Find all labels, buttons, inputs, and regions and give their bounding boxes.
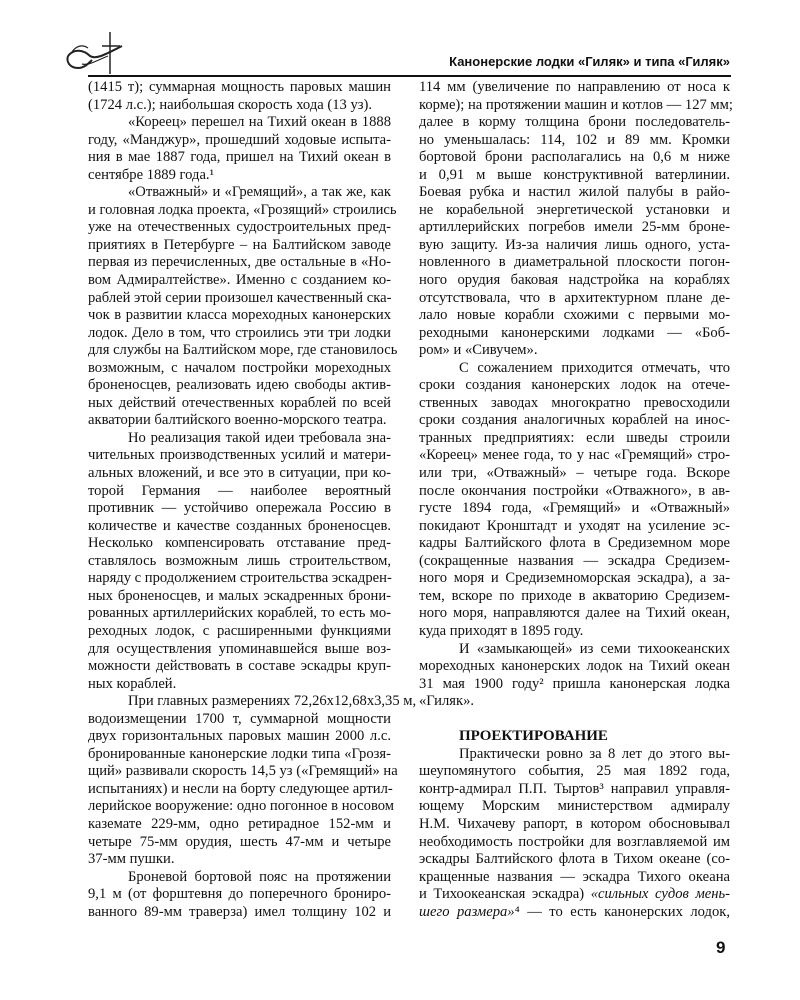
text-line bbox=[419, 886, 730, 904]
text-line: корме); на протяжении машин и котлов — 127 мм; bbox=[419, 96, 733, 113]
text-line: шеупомянутого события, 25 мая 1892 года, bbox=[419, 763, 730, 780]
text-line: водоизмещении 1700 т, суммарной мощности bbox=[88, 710, 391, 727]
text-line bbox=[419, 904, 730, 922]
text-line: или три, «Отважный» – четыре года. Вскоре bbox=[419, 465, 730, 482]
text-line: 31 мая 1900 году² пришла канонерская лодка bbox=[419, 675, 730, 692]
text-line: ставлялось возможным лишь строительством, bbox=[88, 552, 391, 569]
text-line: (1724 л.с.); наибольшая скорость хода (13 уз). bbox=[88, 96, 373, 113]
text-line: густе 1894 года, «Гремящий» и «Отважный» bbox=[419, 500, 730, 517]
text-line: приятиях в Петербурге – на Балтийском заводе bbox=[88, 236, 391, 253]
text-line: и 0,91 м выше конструктивной ватерлинии. bbox=[419, 166, 730, 183]
text-line: лало новые корабли схожими с первыми мо- bbox=[419, 307, 730, 324]
anchor-logo-icon bbox=[62, 30, 132, 76]
text-line: испытаниях) и несли на борту следующее артил- bbox=[88, 780, 393, 797]
text-line: ных кораблей. bbox=[88, 675, 177, 692]
page-number: 9 bbox=[716, 938, 726, 957]
running-title: Канонерские лодки «Гиляк» и типа «Гиляк» bbox=[449, 54, 730, 69]
text-line: сентябре 1889 года.¹ bbox=[88, 166, 214, 183]
text-line: При главных размерениях 72,26х12,68х3,35 м, bbox=[128, 693, 417, 710]
text-line: (сокращенные названия — эскадра Средизем- bbox=[419, 552, 730, 569]
text-line: ного орудия баковая надстройка на кораблях bbox=[419, 272, 730, 289]
text-line: 114 мм (увеличение по направлению от носа к bbox=[419, 79, 730, 95]
text-line: чительных производственных усилий и матери- bbox=[88, 447, 391, 464]
text-line: 37-мм пушки. bbox=[88, 851, 175, 868]
text-segment: и Тихоокеанская эскадра) bbox=[419, 886, 591, 903]
text-line: после окончания постройки «Отважного», в ав- bbox=[419, 482, 730, 499]
header-rule bbox=[88, 75, 731, 77]
text-line: покидают Кронштадт и уходят на усиление эс- bbox=[419, 517, 730, 534]
text-line: ного моря и Средиземноморская эскадра), а за- bbox=[419, 570, 730, 587]
text-line: вом Адмиралтействе». Именно с созданием ко- bbox=[88, 272, 391, 289]
text-line: возможным, с началом постройки мореходных bbox=[88, 359, 391, 376]
text-line: двух горизонтальных паровых машин 2000 л.с. bbox=[88, 728, 391, 745]
text-line: далее в корму толщина брони последователь- bbox=[419, 114, 730, 131]
text-line: транных предприятиях: если шведы строили bbox=[419, 429, 730, 446]
text-line: наряду с продолжением строительства эскадрен- bbox=[88, 570, 392, 587]
text-line: артиллерийских погребов имели 25-мм броне- bbox=[419, 219, 730, 236]
blank-line bbox=[419, 711, 730, 729]
text-line: необходимость постройки для возглавляемой им bbox=[419, 833, 730, 850]
text-line: количестве и качестве созданных броненосцев. bbox=[88, 517, 391, 534]
text-line: раблей этой серии произошел качественный ска- bbox=[88, 289, 392, 306]
text-line: «Гиляк». bbox=[419, 693, 475, 710]
text-line: новленного в диаметральной плоскости погон- bbox=[419, 254, 730, 271]
text-line: реходных лодок, с расширенными функциями bbox=[88, 622, 391, 639]
text-line: можности действовать в составе эскадры круп- bbox=[88, 658, 391, 675]
text-line: броненосцев, реализовать идею свободы актив- bbox=[88, 377, 391, 394]
text-line: Броневой бортовой пояс на протяжении bbox=[128, 868, 391, 885]
text-line: уже на отечественных судостроительных пред- bbox=[88, 219, 391, 236]
text-line: эскадры Балтийского флота в Тихом океане (со- bbox=[419, 851, 730, 868]
paragraph bbox=[419, 79, 733, 360]
text-segment: ⁴ — то есть канонерских лодок, bbox=[514, 903, 730, 920]
text-line: но уменьшалась: 114, 102 и 89 мм. Кромки bbox=[419, 131, 730, 148]
paragraph bbox=[88, 114, 391, 184]
text-line: ных действий отечественных кораблей по всей bbox=[88, 394, 391, 411]
text-line: рованных артиллерийских кораблей, то есть мо- bbox=[88, 605, 391, 622]
text-line: «Кореец» перешел на Тихий океан в 1888 bbox=[128, 114, 391, 131]
italic-quote: шего размера» bbox=[419, 903, 515, 920]
text-line: щий» развивали скорость 14,5 уз («Гремящий» на bbox=[88, 763, 398, 780]
text-line: лерийское вооружение: одно погонное в носовом bbox=[88, 798, 394, 815]
text-line: Н.М. Чихачеву рапорт, в котором обосновывал bbox=[419, 815, 730, 832]
text-line: бронированные канонерские лодки типа «Грозя- bbox=[88, 745, 391, 762]
paragraph bbox=[88, 430, 391, 693]
left-column bbox=[88, 79, 417, 921]
text-line: кращенные названия — эскадра Тихого океана bbox=[419, 868, 730, 885]
text-line: и головная лодка проекта, «Грозящий» строились bbox=[88, 201, 397, 218]
text-line: тем, вскоре по приходе в акваторию Средизем- bbox=[419, 587, 730, 604]
text-line: первая из перечисленных, две остальные в «Но- bbox=[88, 254, 391, 271]
text-line: куда приходят в 1895 году. bbox=[419, 622, 584, 639]
text-line: (1415 т); суммарная мощность паровых машин bbox=[88, 79, 391, 95]
italic-quote: «сильных судов мень- bbox=[590, 886, 730, 903]
text-line: ющему Морским министерством адмиралу bbox=[419, 798, 730, 815]
text-line: Но реализация такой идеи требовала зна- bbox=[128, 429, 391, 446]
paragraph bbox=[88, 79, 391, 114]
text-line: торой Германия — наиболее вероятный bbox=[88, 482, 391, 499]
text-line: не корабельной энергетической установки и bbox=[419, 201, 730, 218]
paragraph bbox=[419, 360, 730, 641]
text-line: чок в развитии класса мореходных канонерских bbox=[88, 307, 391, 324]
paragraph bbox=[88, 869, 391, 922]
section-heading: ПРОЕКТИРОВАНИЕ bbox=[459, 728, 608, 745]
text-line: «Отважный» и «Гремящий», а так же, как bbox=[128, 184, 391, 201]
text-line: С сожалением приходится отмечать, что bbox=[459, 359, 730, 376]
text-line: для осуществления упоминавшейся выше воз- bbox=[88, 640, 391, 657]
text-line: ром» и «Сивучем». bbox=[419, 342, 538, 359]
text-line: Боевая рубка и настил жилой палубы в райо- bbox=[419, 184, 730, 201]
text-line: ного моря, направляются далее на Тихий океан, bbox=[419, 605, 730, 622]
text-line: каземате 229-мм, одно ретирадное 152-мм и bbox=[88, 815, 391, 832]
paragraph bbox=[88, 693, 417, 868]
text-line: реходными канонерскими лодками — «Боб- bbox=[419, 324, 730, 341]
text-line: 9,1 м (от форштевня до поперечного брониро- bbox=[88, 886, 391, 903]
text-line: кадры Балтийского флота в Средиземном море bbox=[419, 535, 730, 552]
right-column bbox=[419, 79, 733, 921]
text-line: году, «Манджур», прошедший ходовые испыта- bbox=[88, 131, 391, 148]
text-line: для службы на Балтийском море, где становилось bbox=[88, 342, 398, 359]
text-line: четыре 75-мм орудия, шесть 47-мм и четыре bbox=[88, 833, 391, 850]
text-line: альных вложений, и все это в ситуации, при ко- bbox=[88, 465, 391, 482]
paragraph bbox=[88, 184, 398, 430]
text-line: сроки создания канонерских лодок на отече- bbox=[419, 377, 730, 394]
text-line: ванного 89-мм траверза) имел толщину 102 и bbox=[88, 903, 391, 920]
text-line: ния в мае 1887 года, пришел на Тихий океан в bbox=[88, 149, 391, 166]
text-line: бортовой брони располагались на 0,6 м ниже bbox=[419, 149, 730, 166]
text-line: отсутствовала, что в архитектурном плане де- bbox=[419, 289, 730, 306]
text-line: И «замыкающей» из семи тихоокеанских bbox=[459, 640, 730, 657]
text-line: акватории балтийского военно-морского театра. bbox=[88, 412, 387, 429]
text-line: Несколько компенсировать отставание пред- bbox=[88, 535, 391, 552]
text-line: сроки создания аналогичных кораблей на инос- bbox=[419, 412, 730, 429]
text-line: лодок. Дело в том, что строились эти три лодки bbox=[88, 324, 391, 341]
paragraph bbox=[419, 641, 730, 711]
text-line: ных броненосцев, и малых эскадренных брони- bbox=[88, 587, 391, 604]
text-line: мореходных канонерских лодок на Тихий океан bbox=[419, 658, 730, 675]
text-line: «Кореец» менее года, то у нас «Гремящий» стро- bbox=[419, 447, 730, 464]
text-line: вую защиту. Из-за наличия лишь одного, уста- bbox=[419, 236, 730, 253]
text-line: Практически ровно за 8 лет до этого вы- bbox=[459, 745, 730, 762]
text-line: ственных заводах многократно превосходили bbox=[419, 394, 730, 411]
text-line: контр-адмирал П.П. Тыртов³ направил управля- bbox=[419, 780, 730, 797]
paragraph bbox=[419, 746, 730, 921]
text-line: противник — устойчиво опережала Россию в bbox=[88, 500, 391, 517]
